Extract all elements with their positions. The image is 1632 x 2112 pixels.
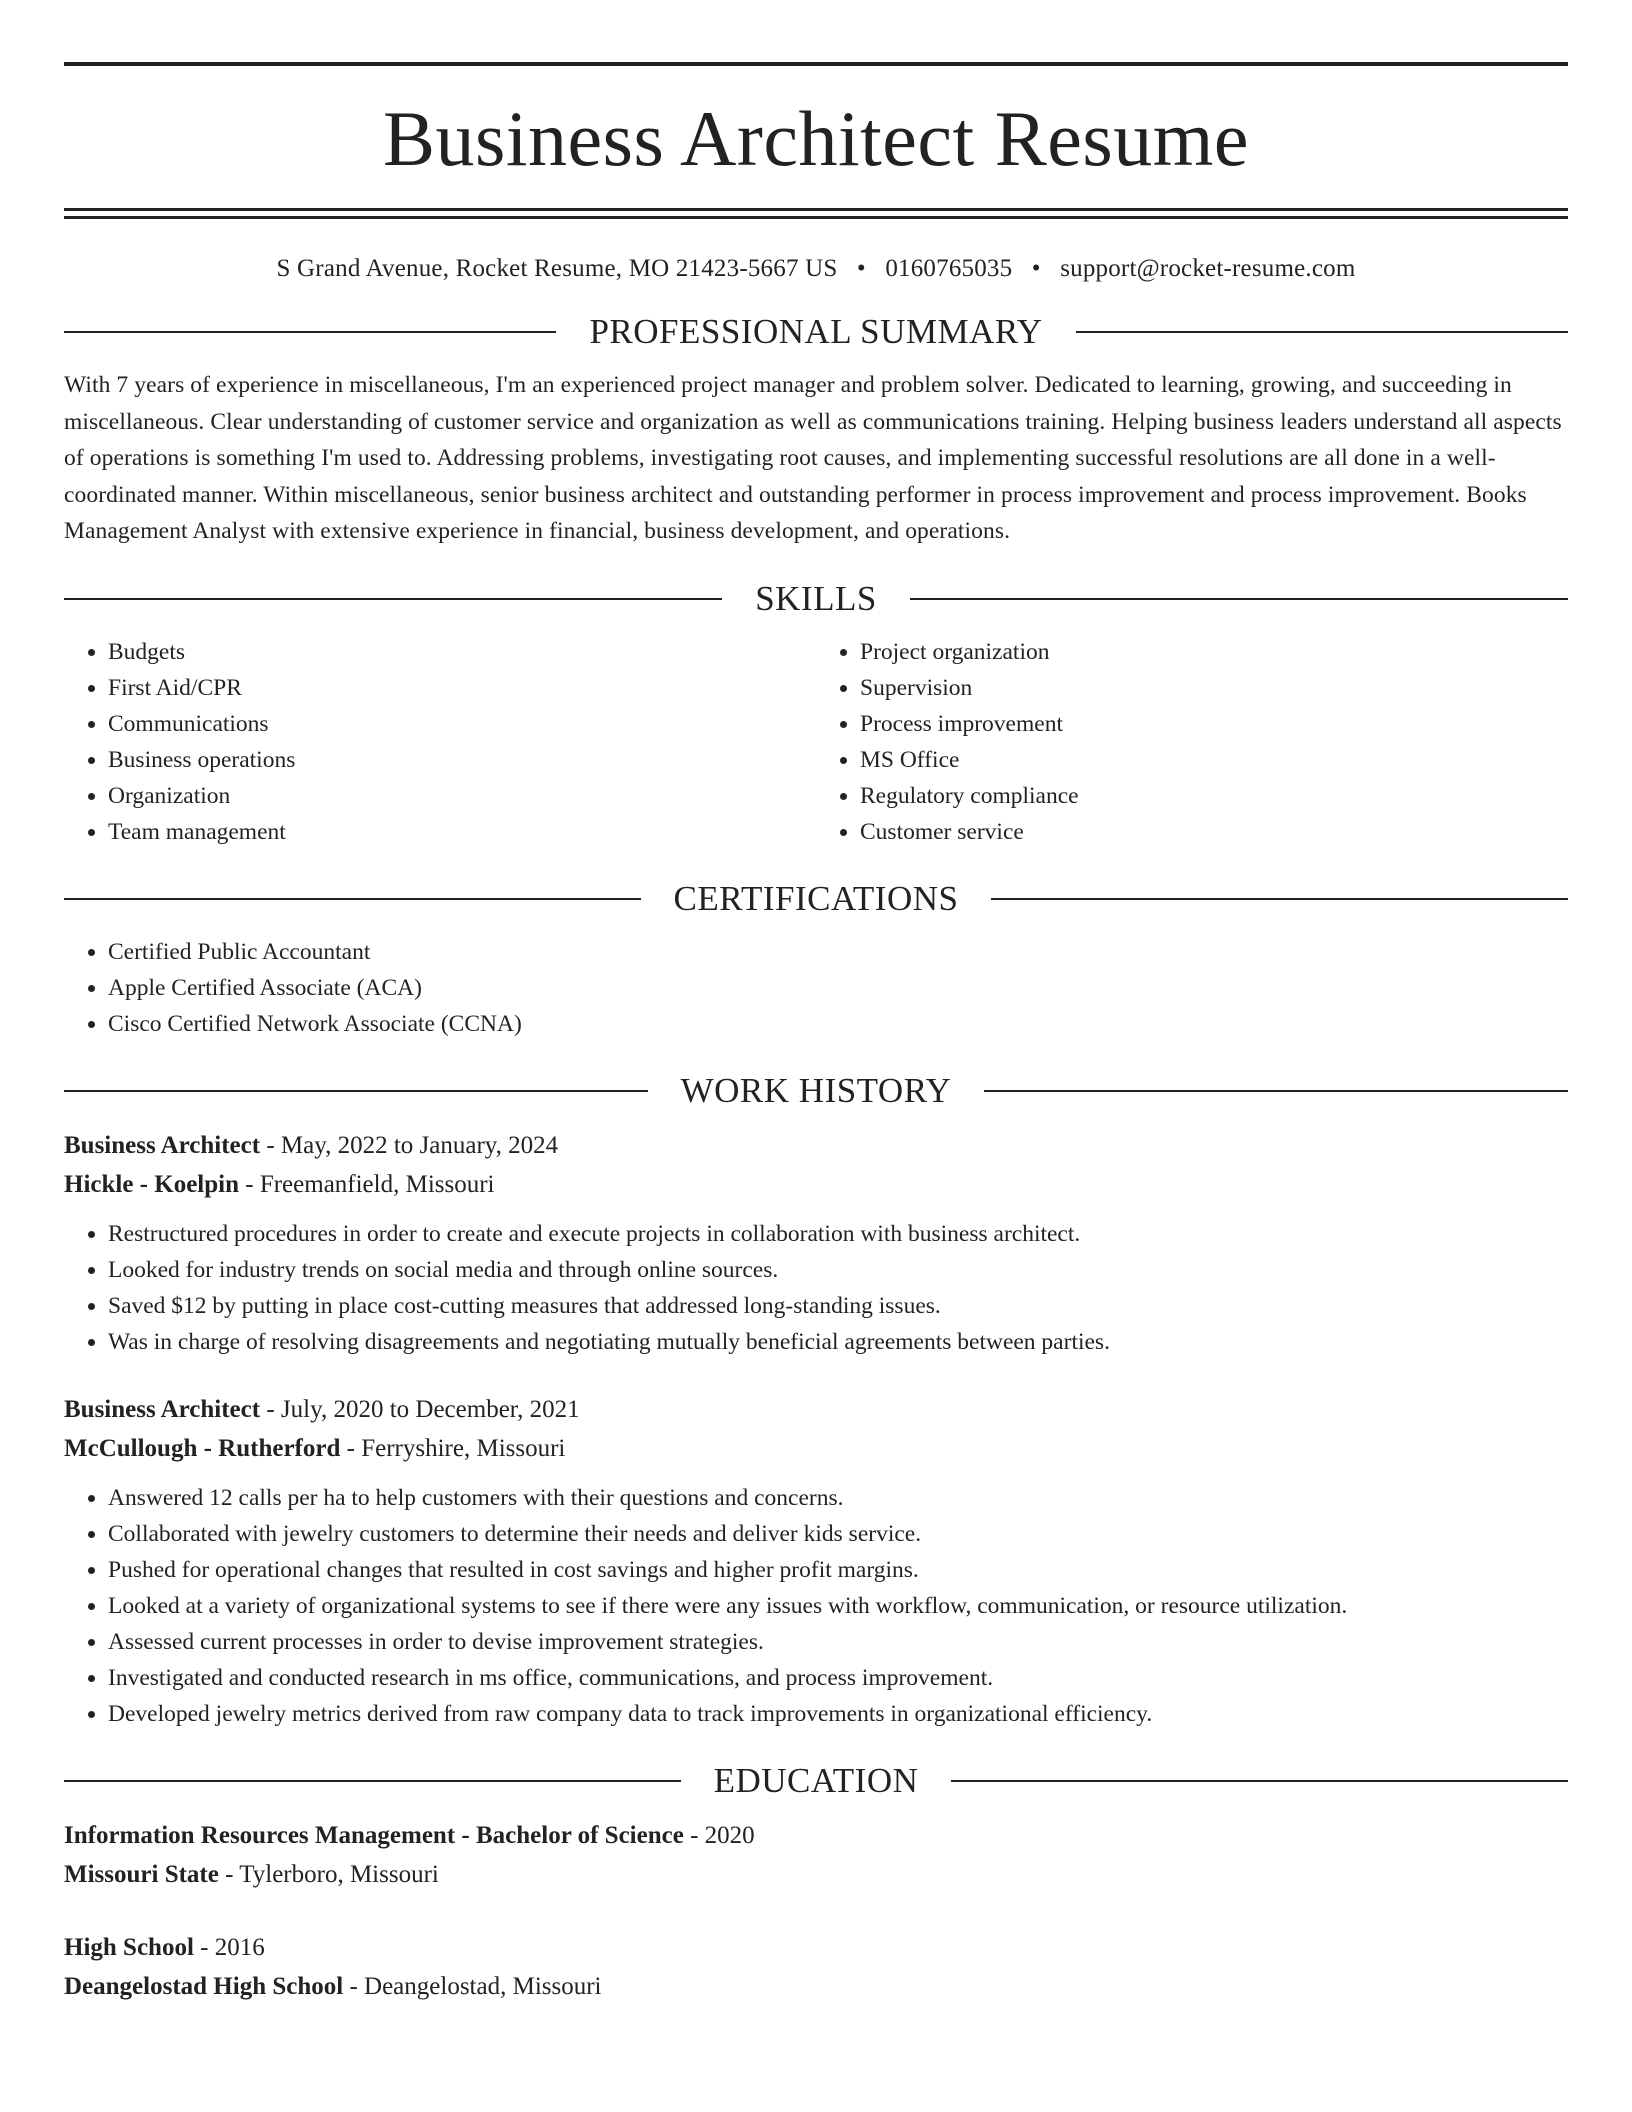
education-degree: Information Resources Management - Bachelor of Science: [64, 1821, 684, 1849]
contact-separator: •: [856, 255, 866, 282]
skill-item: • Business operations: [108, 742, 816, 778]
divider-line: [64, 1090, 648, 1092]
skill-item: • Organization: [108, 778, 816, 814]
divider-line: [64, 331, 556, 333]
section-header-skills: [64, 578, 1568, 620]
summary-text: With 7 years of experience in miscellaneous, I'm an experienced project manager and problem solver. Dedicated to learning, growing, and succeeding in miscellaneous. Clear understanding of customer service and organization as well as communications training. Helping business leaders understand all aspects of operations is something I'm used to. Addressing problems, investigating root causes, and implementing successful resolutions are all done in a well-coordinated manner. Within miscellaneous, senior business architect and outstanding performer in process improvement and process improvement. Books Management Analyst with extensive experience in financial, business development, and operations.: [64, 372, 1562, 544]
section-header-certifications: [64, 878, 1568, 920]
job-title: Business Architect: [64, 1131, 261, 1159]
divider-line: [984, 1090, 1568, 1092]
job-bullets: [64, 1216, 1568, 1360]
job-bullet: • Looked for industry trends on social media and through online sources.: [108, 1252, 1568, 1288]
divider-line: [910, 598, 1568, 600]
job-company-line: [64, 1429, 1568, 1468]
skill-item: • Regulatory compliance: [860, 778, 1568, 814]
education-school: Missouri State: [64, 1860, 219, 1888]
section-title: SKILLS: [755, 578, 877, 618]
job-bullet: • Restructured procedures in order to create and execute projects in collaboration with business architect.: [108, 1216, 1568, 1252]
skill-item: • Supervision: [860, 670, 1568, 706]
skill-item: • First Aid/CPR: [108, 670, 816, 706]
section-title: CERTIFICATIONS: [673, 878, 959, 918]
divider-line: [951, 1780, 1568, 1782]
skills-column-left: [64, 634, 816, 850]
education-degree-line: [64, 1928, 1568, 1967]
job-bullet: • Was in charge of resolving disagreements and negotiating mutually beneficial agreements between parties.: [108, 1324, 1568, 1360]
contact-line: [64, 255, 1568, 283]
job-bullet: • Looked at a variety of organizational systems to see if there were any issues with workflow, communication, or resource utilization.: [108, 1588, 1568, 1624]
section-header-education: [64, 1760, 1568, 1802]
education-degree: High School: [64, 1933, 194, 1961]
certification-item: • Apple Certified Associate (ACA): [108, 970, 1568, 1006]
skill-item: • Customer service: [860, 814, 1568, 850]
double-rule: [64, 208, 1568, 219]
education-year: - 2016: [193, 1933, 265, 1961]
job-company: McCullough - Rutherford: [64, 1434, 341, 1462]
section-header-work-history: [64, 1070, 1568, 1112]
job-bullets: [64, 1480, 1568, 1732]
education-location: - Tylerboro, Missouri: [218, 1860, 439, 1888]
divider-line: [991, 898, 1568, 900]
divider-line: [64, 1780, 681, 1782]
job-bullet: • Developed jewelry metrics derived from raw company data to track improvements in organizational efficiency.: [108, 1696, 1568, 1732]
contact-email: support@rocket-resume.com: [1060, 255, 1356, 282]
divider-line: [1076, 331, 1568, 333]
education-location: - Deangelostad, Missouri: [343, 1972, 602, 2000]
job-bullet: • Pushed for operational changes that resulted in cost savings and higher profit margins.: [108, 1552, 1568, 1588]
skill-item: • Budgets: [108, 634, 816, 670]
job-dates: - May, 2022 to January, 2024: [260, 1131, 559, 1159]
job-title: Business Architect: [64, 1395, 261, 1423]
certifications-list: [64, 934, 1568, 1042]
education-entry: [64, 1928, 1568, 2006]
education-school-line: [64, 1855, 1568, 1894]
job-entry: [64, 1126, 1568, 1360]
section-title: WORK HISTORY: [680, 1070, 952, 1110]
skill-item: • MS Office: [860, 742, 1568, 778]
education-year: - 2020: [683, 1821, 755, 1849]
education-entry: [64, 1816, 1568, 1894]
job-bullet: • Answered 12 calls per ha to help customers with their questions and concerns.: [108, 1480, 1568, 1516]
skill-item: • Project organization: [860, 634, 1568, 670]
job-bullet: • Collaborated with jewelry customers to determine their needs and deliver kids service.: [108, 1516, 1568, 1552]
section-title: EDUCATION: [713, 1760, 919, 1800]
job-entry: [64, 1390, 1568, 1732]
job-dates: - July, 2020 to December, 2021: [260, 1395, 580, 1423]
job-title-line: [64, 1390, 1568, 1429]
skill-item: • Team management: [108, 814, 816, 850]
section-title: PROFESSIONAL SUMMARY: [589, 312, 1043, 351]
certification-item: • Certified Public Accountant: [108, 934, 1568, 970]
job-company: Hickle - Koelpin: [64, 1170, 239, 1198]
job-bullet: • Assessed current processes in order to devise improvement strategies.: [108, 1624, 1568, 1660]
education-school-line: [64, 1967, 1568, 2006]
contact-separator: •: [1031, 255, 1041, 282]
job-location: - Ferryshire, Missouri: [340, 1434, 566, 1462]
skills-list: [64, 634, 1568, 850]
divider-line: [64, 898, 641, 900]
contact-phone: 0160765035: [885, 255, 1013, 282]
job-company-line: [64, 1165, 1568, 1204]
education-school: Deangelostad High School: [64, 1972, 344, 2000]
section-header-summary: [64, 311, 1568, 353]
education-degree-line: [64, 1816, 1568, 1855]
divider-line: [64, 598, 722, 600]
skill-item: • Process improvement: [860, 706, 1568, 742]
job-bullet: • Investigated and conducted research in ms office, communications, and process improvement.: [108, 1660, 1568, 1696]
job-bullet: • Saved $12 by putting in place cost-cutting measures that addressed long-standing issues.: [108, 1288, 1568, 1324]
skill-item: • Communications: [108, 706, 816, 742]
job-location: - Freemanfield, Missouri: [239, 1170, 495, 1198]
certification-item: • Cisco Certified Network Associate (CCNA): [108, 1006, 1568, 1042]
skills-column-right: [816, 634, 1568, 850]
top-rule: [64, 62, 1568, 66]
page-title: Business Architect Resume: [382, 95, 1250, 182]
contact-address: S Grand Avenue, Rocket Resume, MO 21423-5667 US: [276, 255, 838, 282]
job-title-line: [64, 1126, 1568, 1165]
